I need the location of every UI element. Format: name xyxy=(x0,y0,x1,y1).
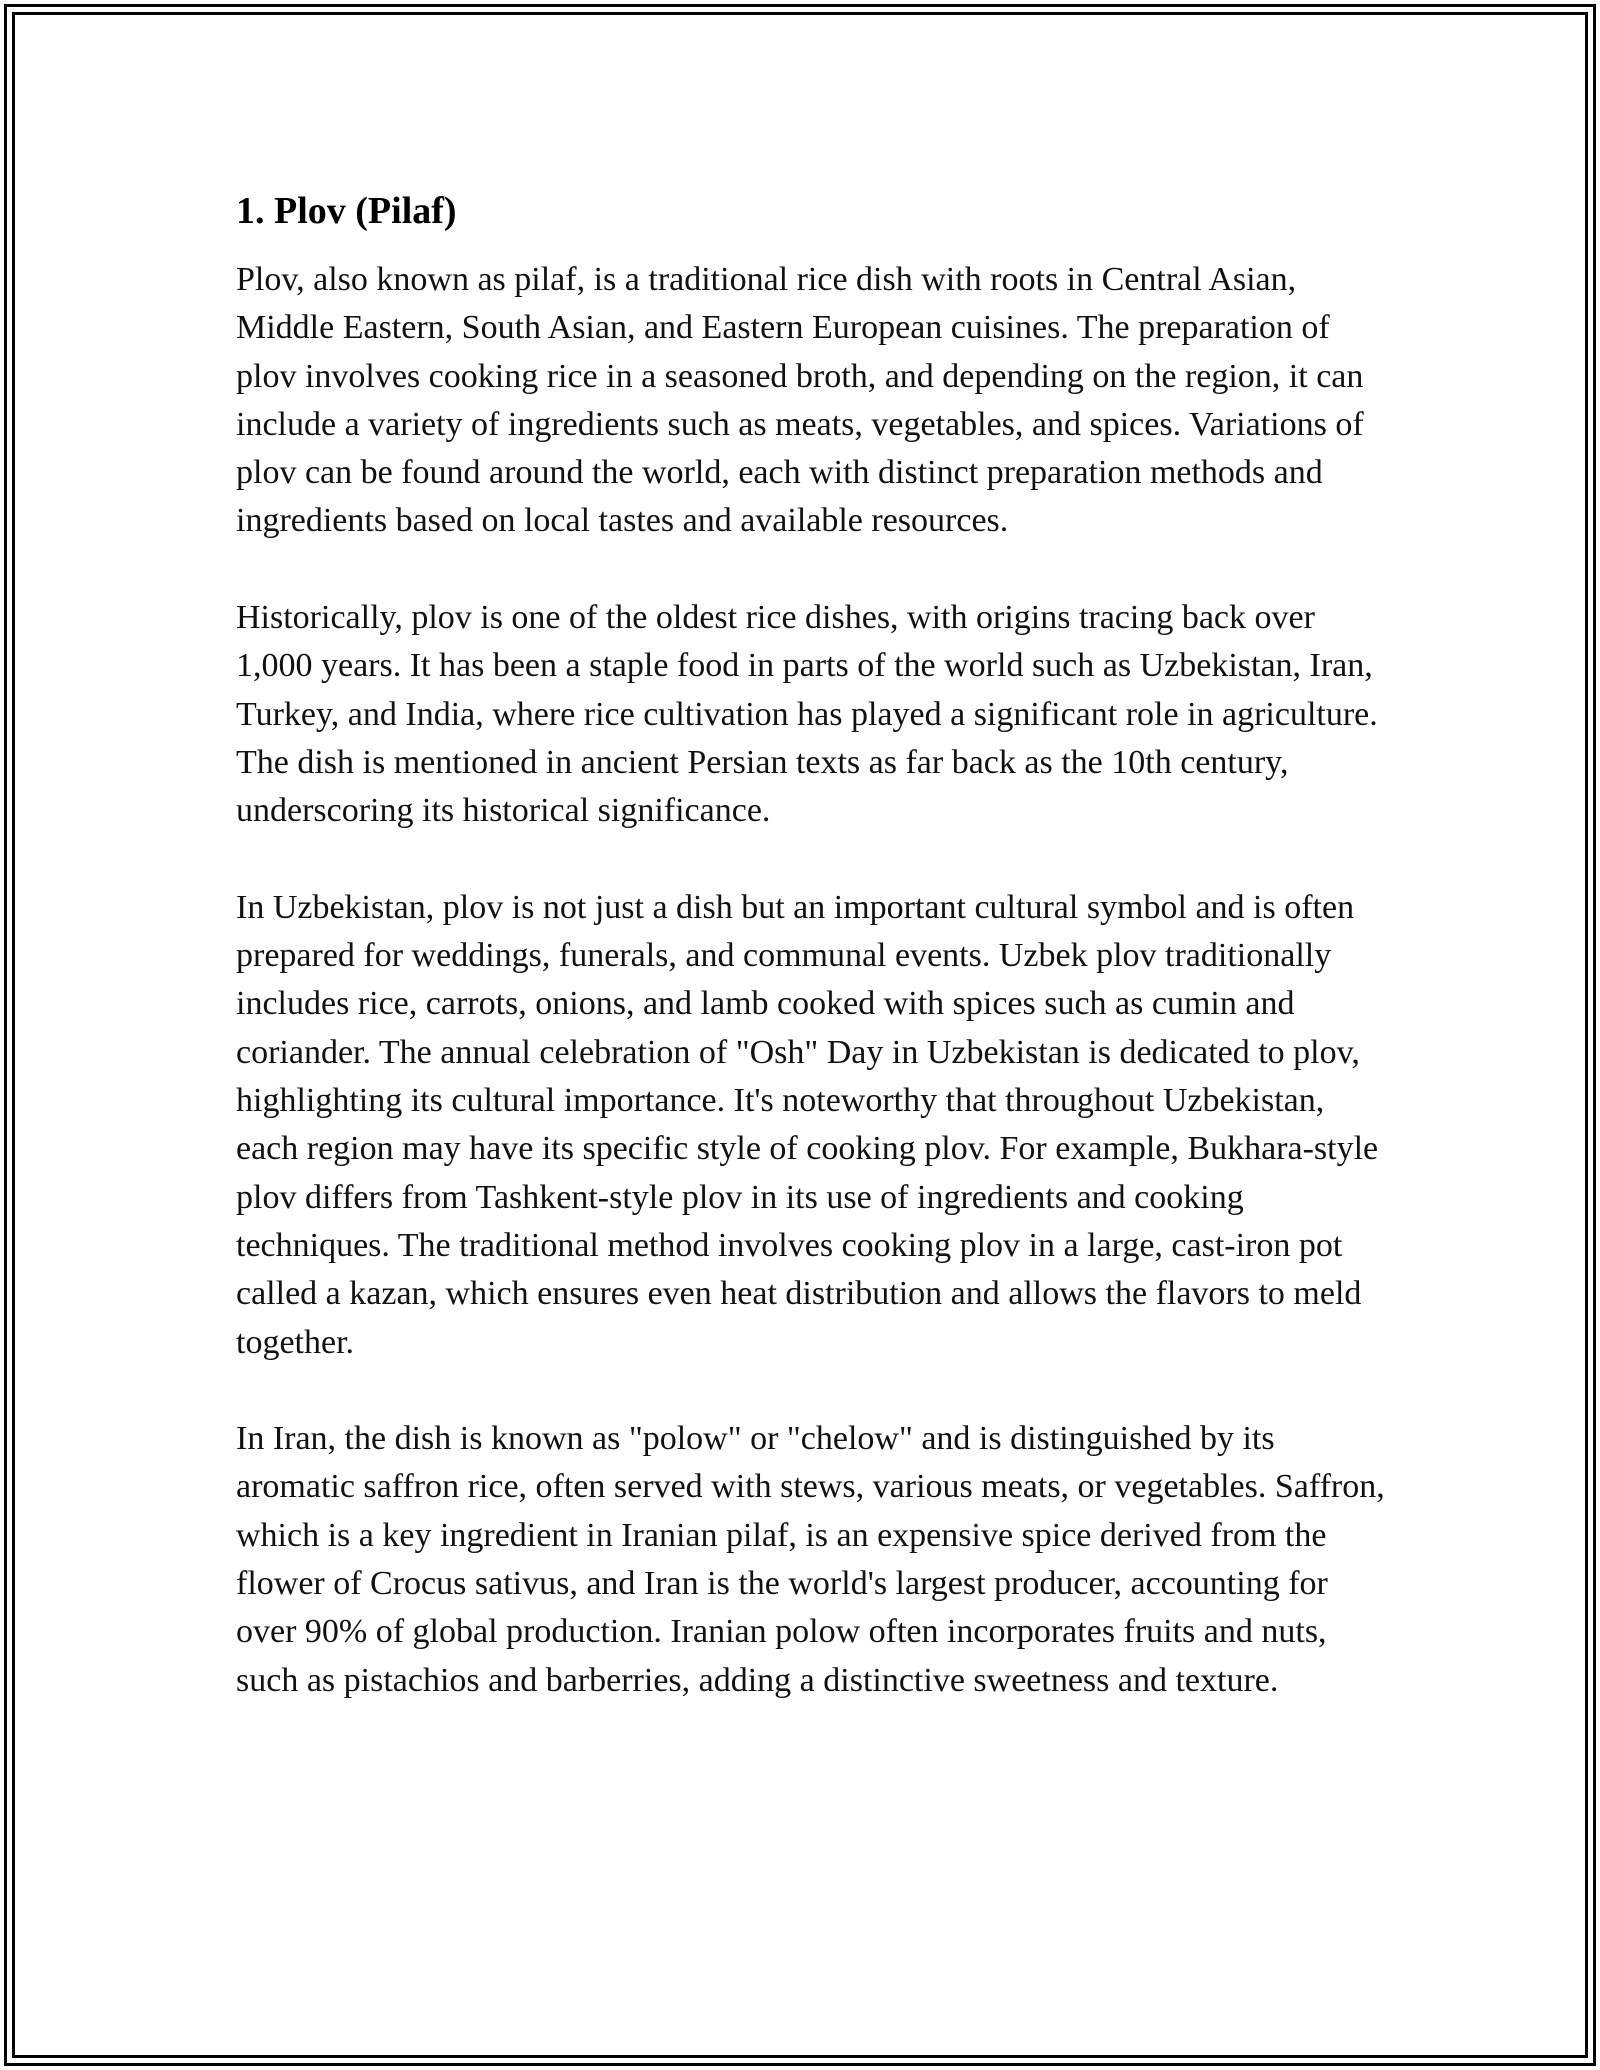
section-title: 1. Plov (Pilaf) xyxy=(236,190,457,232)
document-body xyxy=(236,186,1386,1753)
paragraph-iran: In Iran, the dish is known as "polow" or "chelow" and is distinguished by its aromatic saffron rice, often served with stews, various meats, or vegetables. Saffron, which is a key ingredient in Iranian pilaf, is an expensive spice derived from the flower of Crocus sativus, and Iran is the world's largest producer, accounting for over 90% of global production. Iranian polow often incorporates fruits and nuts, such as pistachios and barberries, adding a distinctive sweetness and texture. xyxy=(236,1420,1385,1699)
paragraph-uzbekistan: In Uzbekistan, plov is not just a dish but an important cultural symbol and is often prepared for weddings, funerals, and communal events. Uzbek plov traditionally includes rice, carrots, onions, and lamb cooked with spices such as cumin and coriander. The annual celebration of "Osh" Day in Uzbekistan is dedicated to plov, highlighting its cultural importance. It's noteworthy that throughout Uzbekistan, each region may have its specific style of cooking plov. For example, Bukhara-style plov differs from Tashkent-style plov in its use of ingredients and cooking techniques. The traditional method involves cooking plov in a large, cast-iron pot called a kazan, which ensures even heat distribution and allows the flavors to meld together. xyxy=(236,888,1379,1361)
paragraph-intro: Plov, also known as pilaf, is a traditional rice dish with roots in Central Asian, Middle Eastern, South Asian, and Eastern European cuisines. The preparation of plov involves cooking rice in a seasoned broth, and depending on the region, it can include a variety of ingredients such as meats, vegetables, and spices. Variations of plov can be found around the world, each with distinct preparation methods and ingredients based on local tastes and available resources. xyxy=(236,261,1364,540)
paragraph-history: Historically, plov is one of the oldest rice dishes, with origins tracing back over 1,000 years. It has been a staple food in parts of the world such as Uzbekistan, Iran, Turkey, and India, where rice cultivation has played a significant role in agriculture. The dish is mentioned in ancient Persian texts as far back as the 10th century, underscoring its historical significance. xyxy=(236,599,1378,830)
